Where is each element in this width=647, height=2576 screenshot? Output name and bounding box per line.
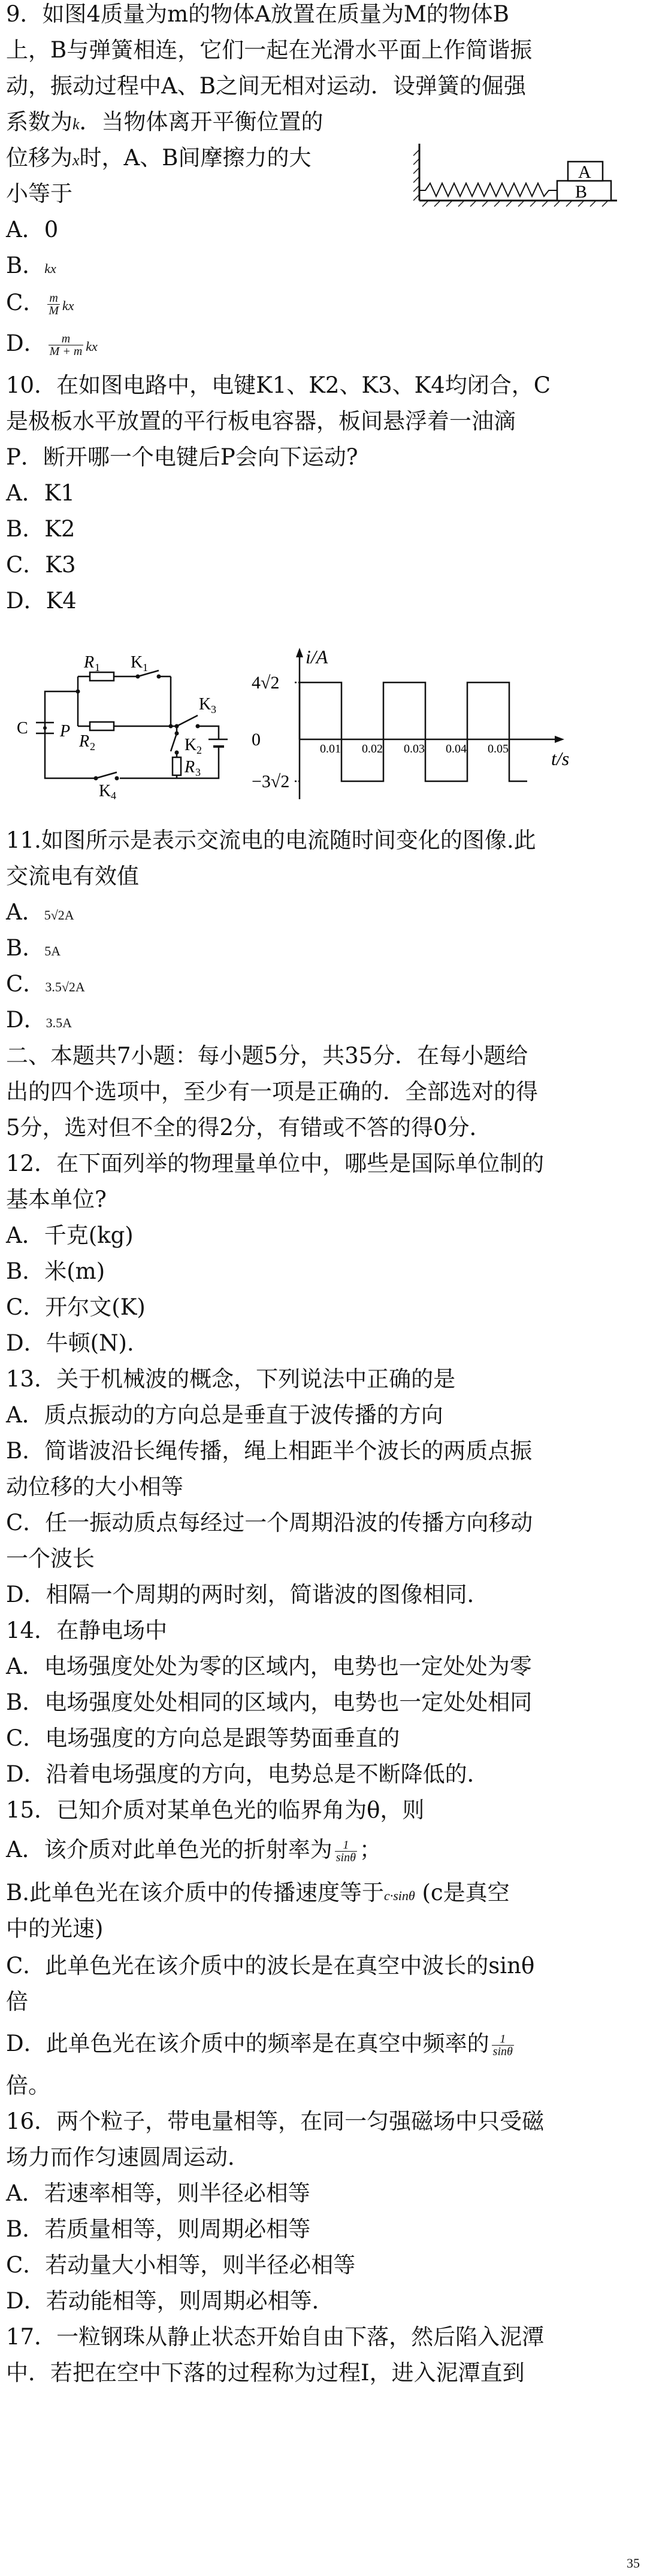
q10-option-a: A．K1	[6, 480, 75, 506]
graph-x-tick-label: 0.04	[446, 742, 467, 755]
q17-line-1: 17．一粒钢珠从静止状态开始自由下落，然后陷入泥潭	[6, 2324, 545, 2350]
label-r2-sub: 2	[90, 741, 95, 753]
q15-option-c-2: 倍	[6, 1989, 28, 2014]
graph-x-label: t/s	[551, 748, 570, 769]
q12-line-2: 基本单位?	[6, 1187, 107, 1212]
fig-block-a-label: A	[578, 162, 591, 182]
label-k2: K	[185, 736, 197, 754]
label-k4: K	[99, 782, 111, 799]
q13-option-c-1: C．任一振动质点每经过一个周期沿波的传播方向移动	[6, 1510, 533, 1536]
q9-option-c: C． $\frac{m}{M}$ kx	[6, 290, 74, 317]
label-k1-sub: 1	[143, 662, 148, 673]
q14-option-b: B．电场强度处处相同的区域内，电势也一定处处相同	[6, 1689, 533, 1715]
current-time-graph	[246, 647, 629, 808]
q15-option-c-1: C．此单色光在该介质中的波长是在真空中波长的sinθ	[6, 1953, 535, 1979]
q13-option-c-2: 一个波长	[6, 1546, 95, 1571]
label-k2-sub: 2	[196, 744, 202, 756]
q15-option-b-2: 中的光速)	[6, 1916, 104, 1941]
label-r1: R	[84, 653, 95, 672]
page-number: 35	[627, 2556, 640, 2571]
graph-y-label: i/A	[306, 647, 328, 667]
q9-line-4: 系数为k．当物体离开平衡位置的	[6, 109, 324, 135]
q16-option-c: C．若动量大小相等，则半径必相等	[6, 2252, 356, 2278]
q14-option-a: A．电场强度处处为零的区域内，电势也一定处处为零	[6, 1653, 532, 1679]
graph-x-tick-label: 0.02	[362, 742, 383, 755]
q12-line-1: 12．在下面列举的物理量单位中，哪些是国际单位制的	[6, 1151, 545, 1176]
q12-option-a: A．千克(kg)	[6, 1222, 134, 1248]
label-r1-sub: 1	[95, 662, 100, 673]
q9-line-3: 动，振动过程中A、B之间无相对运动．设弹簧的倔强	[6, 73, 526, 99]
q10-line-2: 是极板水平放置的平行板电容器，板间悬浮着一油滴	[6, 408, 516, 434]
q13-option-d: D．相隔一个周期的两时刻，简谐波的图像相同．	[6, 1582, 489, 1607]
q17-line-2: 中．若把在空中下落的过程称为过程Ⅰ，进入泥潭直到	[6, 2360, 525, 2386]
q13-option-b-1: B．简谐波沿长绳传播，绳上相距半个波长的两质点振	[6, 1438, 533, 1464]
q14-option-d: D．沿着电场强度的方向，电势总是不断降低的．	[6, 1761, 489, 1787]
q9-line-6: 小等于	[6, 181, 72, 207]
label-p: P	[60, 722, 71, 741]
q15-option-d: D．此单色光在该介质中的频率是在真空中频率的 $\frac{1}{\sin\theta}$	[6, 2031, 513, 2058]
graph-series-line	[300, 682, 527, 781]
graph-axes	[300, 653, 557, 799]
label-k1: K	[131, 653, 143, 672]
label-k4-sub: 4	[111, 790, 116, 799]
graph-y-tick-label: 4√2	[252, 673, 280, 693]
q16-option-b: B．若质量相等，则周期必相等	[6, 2216, 311, 2242]
graph-y-tick-label: −3√2	[252, 772, 290, 791]
q11-line-1: 11.如图所示是表示交流电的电流随时间变化的图像.此	[6, 827, 536, 853]
q10-option-b: B．K2	[6, 516, 75, 542]
label-k3: K	[199, 695, 211, 714]
q10-line-3: P．断开哪一个电键后P会向下运动?	[6, 444, 358, 470]
q15-line-1: 15．已知介质对某单色光的临界角为θ，则	[6, 1797, 425, 1823]
q13-line-1: 13．关于机械波的概念，下列说法中正确的是	[6, 1366, 456, 1392]
switch-k2	[171, 733, 177, 751]
label-c: C	[17, 719, 28, 738]
resistor-r1	[90, 672, 114, 681]
section2-line-1: 二、本题共7小题：每小题5分，共35分．在每小题给	[6, 1043, 528, 1069]
q12-option-b: B．米(m)	[6, 1258, 105, 1284]
graph-x-tick-label: 0.05	[488, 742, 509, 755]
q9-line-1: 9．如图4质量为m的物体A放置在质量为M的物体B	[6, 1, 509, 27]
graph-x-arrow	[555, 736, 564, 743]
label-r2: R	[79, 732, 90, 751]
graph-x-tick-label: 0.03	[404, 742, 425, 755]
q10-option-d: D．K4	[6, 588, 77, 614]
resistor-r2	[90, 722, 114, 730]
q16-option-d: D．若动能相等，则周期必相等．	[6, 2288, 334, 2314]
q11-option-a: A．5√2A	[6, 899, 74, 925]
q9-option-a: A．0	[6, 217, 59, 242]
switch-k4	[96, 772, 117, 778]
q11-option-b: B．5A	[6, 935, 61, 961]
graph-x-tick-label: 0.01	[320, 742, 341, 755]
spring-block-figure	[413, 138, 623, 210]
resistor-r3	[173, 757, 181, 775]
q16-option-a: A．若速率相等，则半径必相等	[6, 2180, 310, 2206]
graph-y-arrow	[296, 648, 303, 657]
q9-option-b: B．kx	[6, 253, 56, 278]
circuit-diagram	[12, 650, 228, 799]
q10-line-1: 10．在如图电路中，电键K1、K2、K3、K4均闭合，C	[6, 372, 551, 398]
q14-option-c: C．电场强度的方向总是跟等势面垂直的	[6, 1725, 400, 1751]
q15-option-b: B.此单色光在该介质中的传播速度等于c·sinθ (c是真空	[6, 1880, 510, 1906]
oil-drop	[43, 726, 47, 730]
fig-block-b-label: B	[575, 182, 588, 202]
q16-line-2: 场力而作匀速圆周运动．	[6, 2144, 250, 2170]
q15-option-a: A．该介质对此单色光的折射率为 $\frac{1}{\sin\theta}$ ；	[6, 1837, 382, 1864]
q13-option-a: A．质点振动的方向总是垂直于波传播的方向	[6, 1402, 443, 1428]
q9-option-d: D． $\frac{m}{M + m}$ kx	[6, 330, 98, 358]
q15-option-d-2: 倍。	[6, 2073, 50, 2098]
label-r3: R	[185, 758, 195, 776]
q16-line-1: 16．两个粒子，带电量相等，在同一匀强磁场中只受磁	[6, 2108, 545, 2134]
q14-line-1: 14．在静电场中	[6, 1618, 168, 1643]
q13-option-b-2: 动位移的大小相等	[6, 1474, 183, 1500]
section2-line-3: 5分，选对但不全的得2分，有错或不答的得0分．	[6, 1115, 492, 1140]
graph-y-tick-label: 0	[252, 730, 261, 750]
label-k3-sub: 3	[211, 703, 216, 715]
q12-option-c: C．开尔文(K)	[6, 1294, 146, 1320]
q11-line-2: 交流电有效值	[6, 863, 139, 889]
fig-spring	[419, 183, 557, 196]
q9-line-2: 上，B与弹簧相连，它们一起在光滑水平面上作简谐振	[6, 37, 533, 63]
q10-option-c: C．K3	[6, 552, 76, 578]
label-r3-sub: 3	[195, 766, 201, 778]
q11-option-c: C．3.5√2A	[6, 971, 85, 997]
switch-k3	[177, 715, 198, 726]
section2-line-2: 出的四个选项中，至少有一项是正确的．全部选对的得	[6, 1079, 538, 1105]
q11-option-d: D．3.5A	[6, 1007, 72, 1033]
q12-option-d: D．牛顿(N).	[6, 1330, 134, 1356]
q9-line-5: 位移为x时，A、B间摩擦力的大	[6, 145, 312, 171]
